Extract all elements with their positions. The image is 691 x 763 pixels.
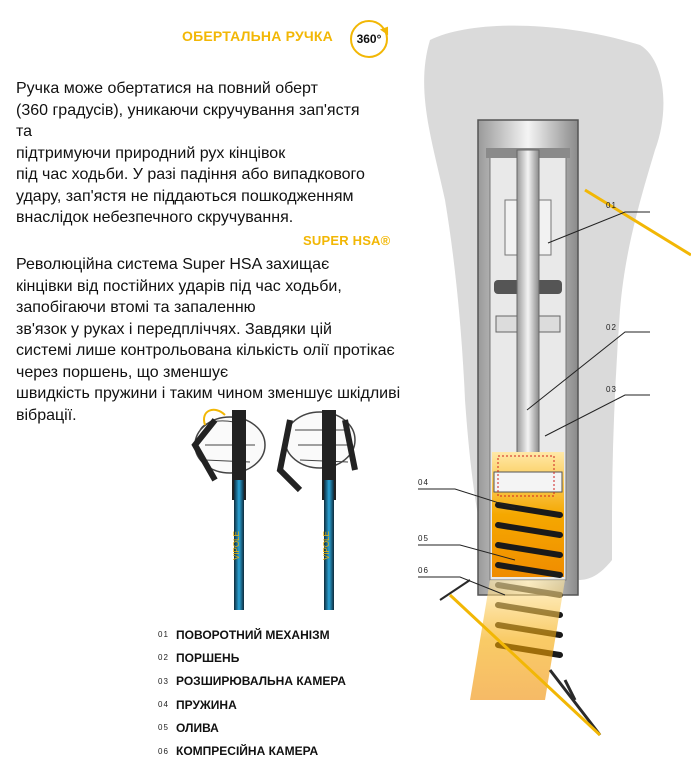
legend-item bbox=[158, 693, 346, 716]
legend-number: 02 bbox=[158, 653, 169, 663]
badge-label: 360° bbox=[356, 32, 382, 46]
legend-number: 03 bbox=[158, 676, 169, 686]
legend-label: ПРУЖИНА bbox=[176, 697, 237, 712]
legend-number: 05 bbox=[158, 723, 169, 733]
callout-01: 01 bbox=[606, 201, 617, 210]
callout-06: 06 bbox=[418, 566, 429, 575]
piston-rod bbox=[517, 150, 539, 480]
rotating-handle-title: ОБЕРТАЛЬНА РУЧКА bbox=[182, 28, 333, 44]
piston-head bbox=[494, 472, 562, 492]
right-pole-brand: VIPOLE bbox=[322, 531, 331, 560]
left-pole-brand: VIPOLE bbox=[232, 531, 241, 560]
pole-edge bbox=[440, 580, 470, 600]
legend-label: ПОВОРОТНИЙ МЕХАНІЗМ bbox=[176, 627, 330, 642]
legend-number: 01 bbox=[158, 630, 169, 640]
right-hand-pole bbox=[280, 410, 355, 610]
lower-tube bbox=[470, 580, 565, 700]
legend-label: РОЗШИРЮВАЛЬНА КАМЕРА bbox=[176, 674, 346, 689]
rotating-handle-description: Ручка може обертатися на повний оберт (360 градусів), уникаючи скручування зап'ястя та підтримуючи природний рух кінцівок під час ходьби. У разі падіння або випадкового удару, зап'ястя не піддаються пошкодженням внаслідок небезпечного скручування. bbox=[16, 80, 365, 226]
legend-label: КОМПРЕСІЙНА КАМЕРА bbox=[176, 744, 319, 759]
legend-item bbox=[158, 646, 346, 669]
super-hsa-description: Революційна система Super HSA захищає кінцівки від постійних ударів під час ходьби, запобігаючи втомі та запаленню зв'язок у руках і передпліччях. Завдяки цій системі лише контрольована кількість олії протікає через поршень, що зменшує швидкість пружини і таким чином зменшує шкідливі вібрації. bbox=[16, 256, 401, 424]
callout-05: 05 bbox=[418, 534, 429, 543]
legend-item bbox=[158, 716, 346, 739]
legend-item bbox=[158, 623, 346, 646]
legend-number: 06 bbox=[158, 746, 169, 756]
component-legend bbox=[158, 623, 346, 763]
left-hand-pole bbox=[195, 410, 265, 610]
legend-number: 04 bbox=[158, 700, 169, 710]
legend-item bbox=[158, 739, 346, 762]
legend-label: ОЛИВА bbox=[176, 720, 219, 735]
callout-04: 04 bbox=[418, 478, 429, 487]
pole-tip bbox=[550, 670, 600, 735]
legend-label: ПОРШЕНЬ bbox=[176, 650, 240, 665]
legend-item bbox=[158, 670, 346, 693]
callout-02: 02 bbox=[606, 323, 617, 332]
callout-03: 03 bbox=[606, 385, 617, 394]
super-hsa-title: SUPER HSA® bbox=[303, 233, 391, 248]
